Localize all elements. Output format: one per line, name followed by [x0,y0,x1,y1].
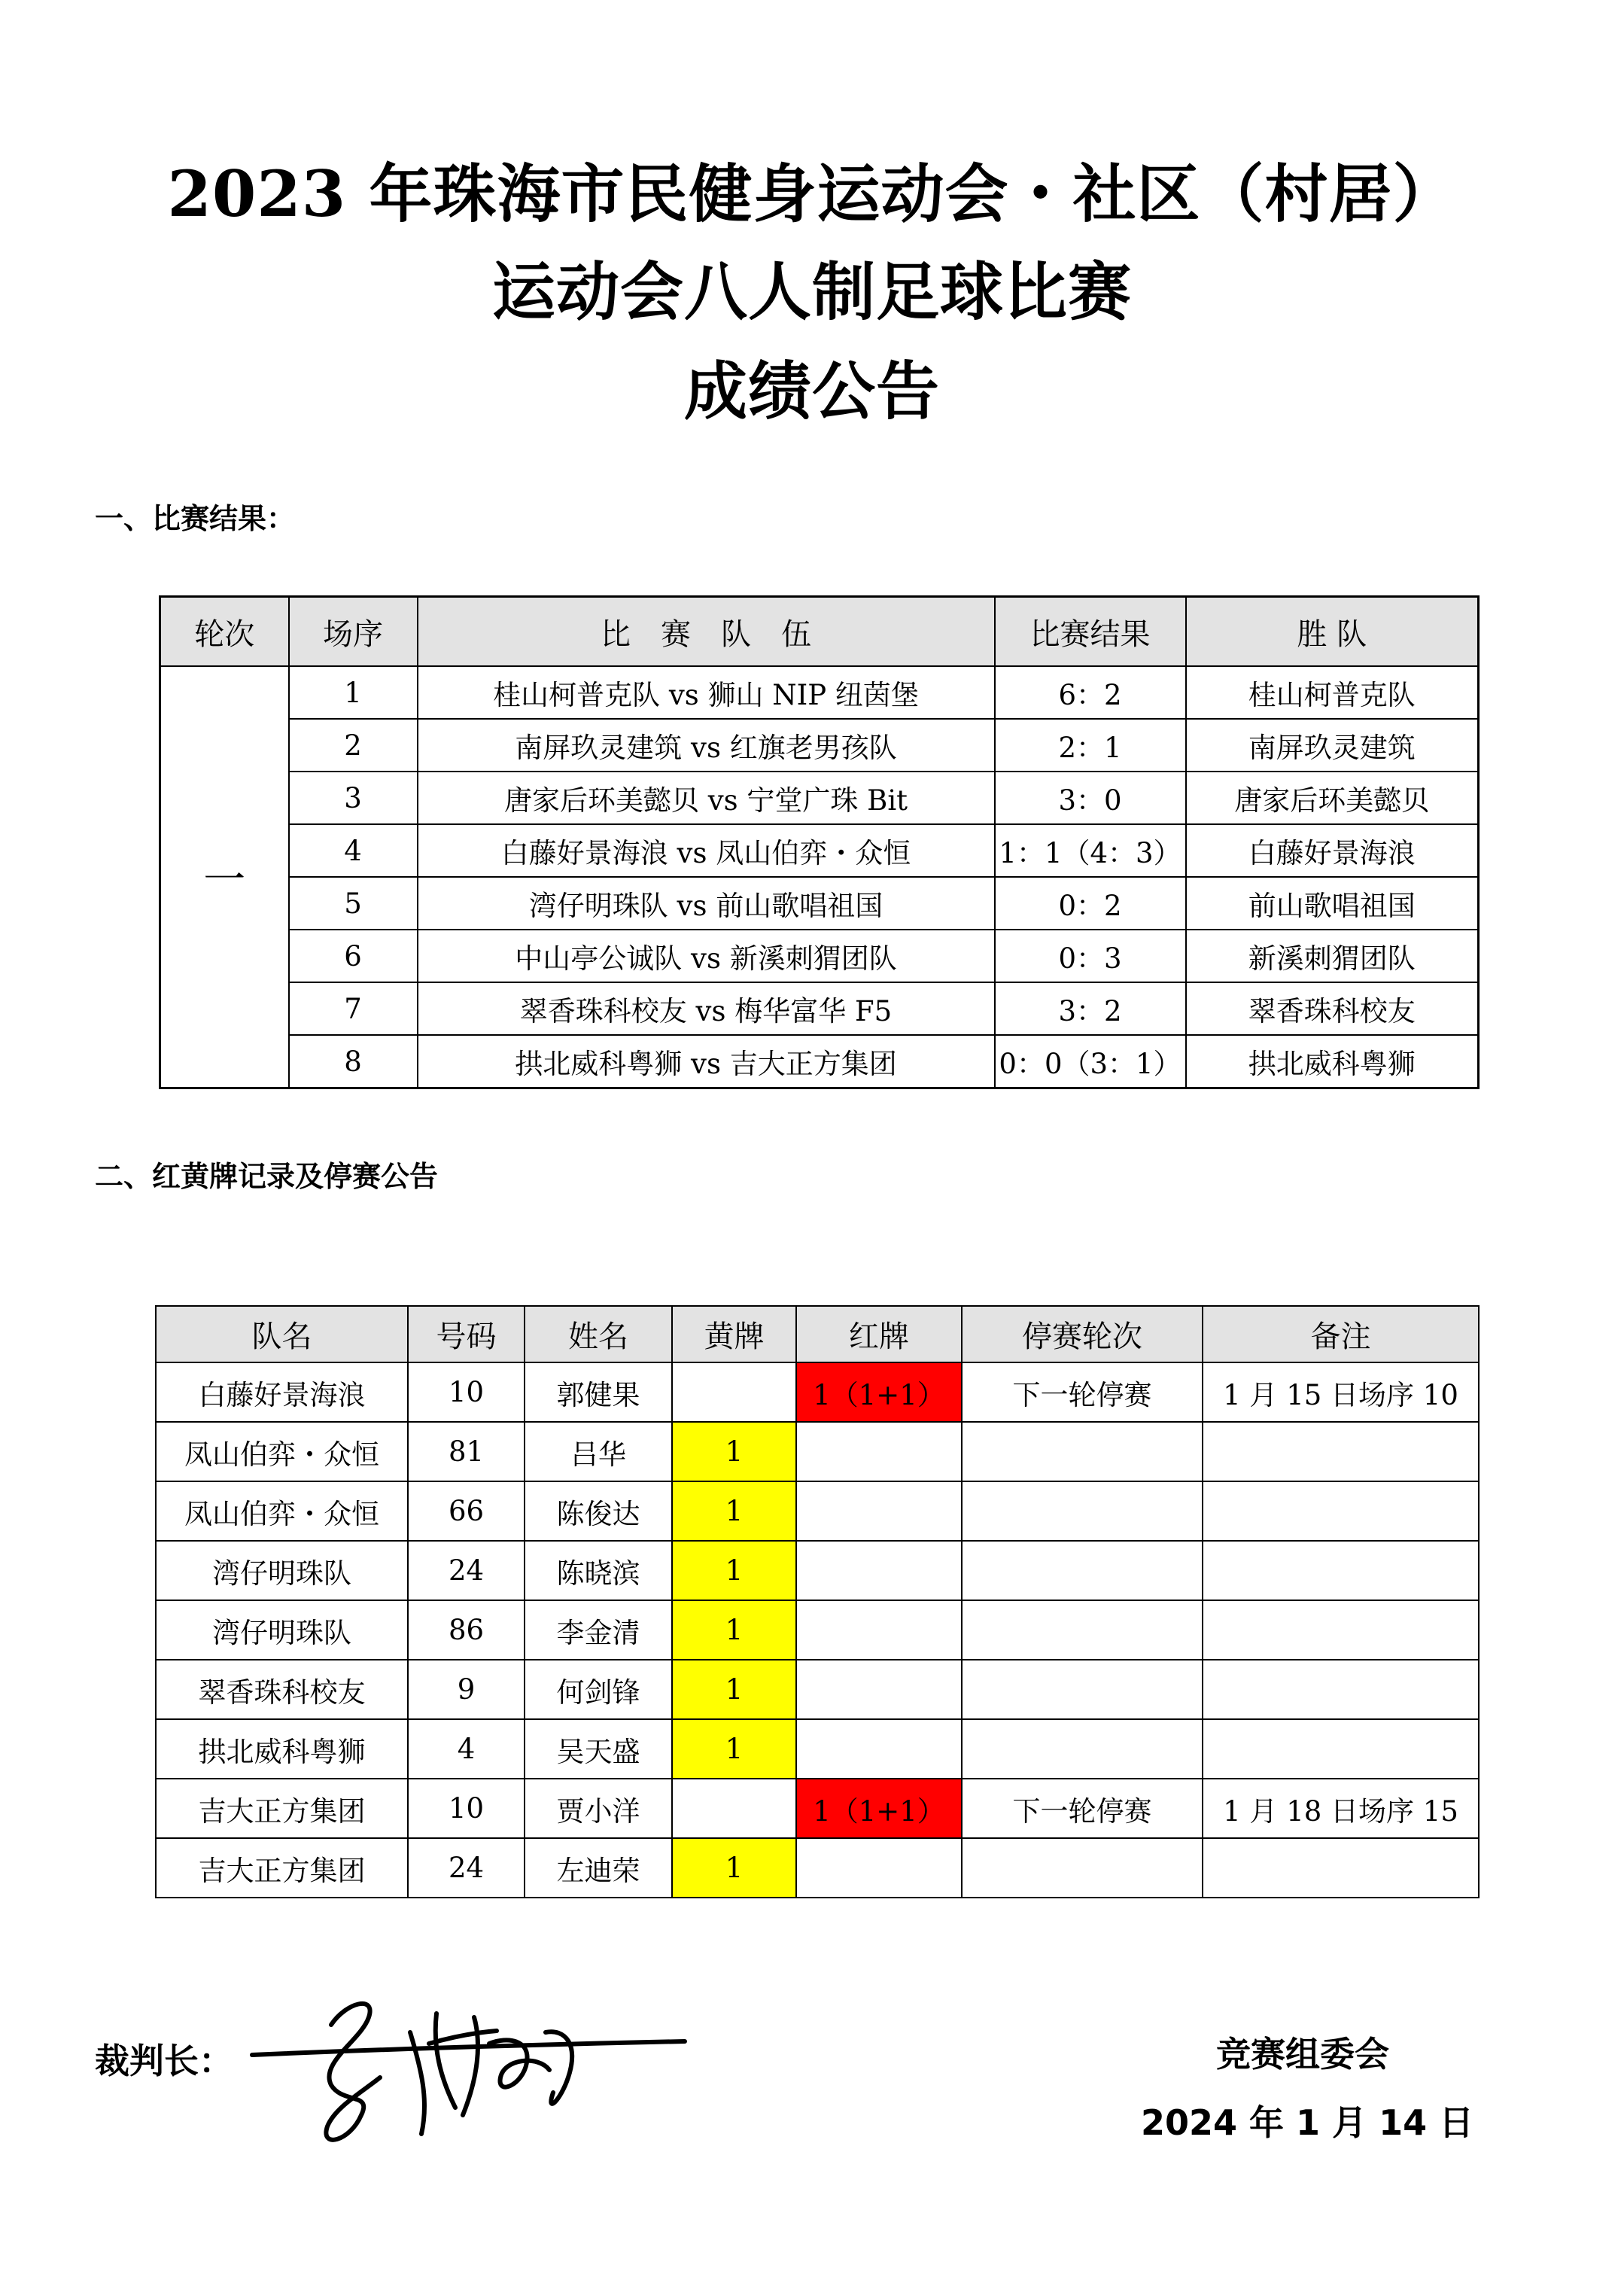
col-number: 号码 [408,1306,525,1362]
referee-label: 裁判长： [95,2041,233,2081]
player-name-cell: 郭健果 [525,1362,672,1422]
team-cell: 湾仔明珠队 [156,1541,408,1600]
seq-cell: 1 [289,666,418,719]
result-cell: 0：3 [995,930,1186,982]
winner-cell: 南屏玖灵建筑 [1186,719,1479,772]
col-suspension: 停赛轮次 [962,1306,1203,1362]
red-card-cell [796,1838,962,1898]
team-cell: 吉大正方集团 [156,1779,408,1838]
winner-cell: 前山歌唱祖国 [1186,877,1479,930]
title-line-2: 运动会八人制足球比赛 [491,254,1132,329]
team-cell: 翠香珠科校友 [156,1660,408,1719]
result-row [160,719,1479,772]
player-name-cell: 吴天盛 [525,1719,672,1779]
result-row [160,982,1479,1035]
number-cell: 4 [408,1719,525,1779]
team-cell: 湾仔明珠队 [156,1600,408,1660]
result-row [160,1035,1479,1088]
match-cell: 桂山柯普克队 vs 狮山 NIP 纽茵堡 [418,666,995,719]
col-result: 比赛结果 [995,597,1186,667]
yellow-card-cell: 1 [672,1838,796,1898]
red-card-cell [796,1541,962,1600]
organizing-committee: 竞赛组委会 [1216,2034,1389,2074]
red-card-cell [796,1481,962,1541]
issue-date: 2024 年 1 月 14 日 [1141,2102,1474,2143]
section-heading-results: 一、比赛结果： [95,502,296,535]
note-cell: 1 月 18 日场序 15 [1203,1779,1479,1838]
match-cell: 拱北威科粤狮 vs 吉大正方集团 [418,1035,995,1088]
suspension-cell: 下一轮停赛 [962,1362,1203,1422]
note-cell [1203,1541,1479,1600]
col-red: 红牌 [796,1306,962,1362]
winner-cell: 桂山柯普克队 [1186,666,1479,719]
yellow-card-cell: 1 [672,1719,796,1779]
winner-cell: 翠香珠科校友 [1186,982,1479,1035]
player-name-cell: 李金清 [525,1600,672,1660]
card-row [156,1362,1479,1422]
team-cell: 凤山伯弈・众恒 [156,1481,408,1541]
number-cell: 66 [408,1481,525,1541]
yellow-card-cell [672,1779,796,1838]
result-cell: 0：0（3：1） [995,1035,1186,1088]
number-cell: 86 [408,1600,525,1660]
results-table [159,595,1480,1089]
note-cell [1203,1719,1479,1779]
team-cell: 拱北威科粤狮 [156,1719,408,1779]
suspension-cell [962,1838,1203,1898]
match-cell: 中山亭公诚队 vs 新溪刺猬团队 [418,930,995,982]
seq-cell: 2 [289,719,418,772]
result-cell: 0：2 [995,877,1186,930]
cards-table [155,1305,1480,1898]
seq-cell: 4 [289,824,418,877]
red-card-cell [796,1600,962,1660]
suspension-cell [962,1422,1203,1481]
red-card-cell: 1（1+1） [796,1779,962,1838]
suspension-cell: 下一轮停赛 [962,1779,1203,1838]
player-name-cell: 何剑锋 [525,1660,672,1719]
col-seq: 场序 [289,597,418,667]
col-team: 队名 [156,1306,408,1362]
result-row [160,666,1479,719]
player-name-cell: 陈俊达 [525,1481,672,1541]
winner-cell: 唐家后环美懿贝 [1186,772,1479,824]
team-cell: 吉大正方集团 [156,1838,408,1898]
player-name-cell: 贾小洋 [525,1779,672,1838]
yellow-card-cell: 1 [672,1422,796,1481]
cards-header-row [156,1306,1479,1362]
result-row [160,930,1479,982]
card-row [156,1481,1479,1541]
card-row [156,1779,1479,1838]
col-round: 轮次 [160,597,289,667]
yellow-card-cell: 1 [672,1660,796,1719]
card-row [156,1838,1479,1898]
col-yellow: 黄牌 [672,1306,796,1362]
note-cell [1203,1660,1479,1719]
title-line-1: 2023 年珠海市民健身运动会・社区（村居） [167,157,1457,231]
winner-cell: 拱北威科粤狮 [1186,1035,1479,1088]
player-name-cell: 左迪荣 [525,1838,672,1898]
suspension-cell [962,1719,1203,1779]
number-cell: 24 [408,1541,525,1600]
red-card-cell: 1（1+1） [796,1362,962,1422]
suspension-cell [962,1660,1203,1719]
match-cell: 南屏玖灵建筑 vs 红旗老男孩队 [418,719,995,772]
team-cell: 白藤好景海浪 [156,1362,408,1422]
red-card-cell [796,1660,962,1719]
red-card-cell [796,1422,962,1481]
note-cell [1203,1838,1479,1898]
number-cell: 81 [408,1422,525,1481]
yellow-card-cell: 1 [672,1481,796,1541]
card-row [156,1660,1479,1719]
col-winner: 胜 队 [1186,597,1479,667]
note-cell [1203,1481,1479,1541]
referee-signature [248,1972,700,2160]
note-cell: 1 月 15 日场序 10 [1203,1362,1479,1422]
player-name-cell: 吕华 [525,1422,672,1481]
yellow-card-cell: 1 [672,1600,796,1660]
seq-cell: 8 [289,1035,418,1088]
note-cell [1203,1600,1479,1660]
results-header-row [160,597,1479,667]
winner-cell: 新溪刺猬团队 [1186,930,1479,982]
number-cell: 10 [408,1779,525,1838]
round-cell: 一 [160,666,289,1088]
team-cell: 凤山伯弈・众恒 [156,1422,408,1481]
card-row [156,1600,1479,1660]
red-card-cell [796,1719,962,1779]
winner-cell: 白藤好景海浪 [1186,824,1479,877]
card-row [156,1719,1479,1779]
result-row [160,824,1479,877]
col-note: 备注 [1203,1306,1479,1362]
suspension-cell [962,1541,1203,1600]
yellow-card-cell [672,1362,796,1422]
number-cell: 24 [408,1838,525,1898]
result-cell: 2：1 [995,719,1186,772]
result-cell: 6：2 [995,666,1186,719]
suspension-cell [962,1481,1203,1541]
section-heading-cards: 二、红黄牌记录及停赛公告 [95,1160,439,1193]
col-match: 比 赛 队 伍 [418,597,995,667]
note-cell [1203,1422,1479,1481]
seq-cell: 6 [289,930,418,982]
seq-cell: 7 [289,982,418,1035]
match-cell: 唐家后环美懿贝 vs 宁堂广珠 Bit [418,772,995,824]
number-cell: 10 [408,1362,525,1422]
result-cell: 3：0 [995,772,1186,824]
title-line-3: 成绩公告 [683,354,940,428]
seq-cell: 5 [289,877,418,930]
card-row [156,1422,1479,1481]
result-cell: 1：1（4：3） [995,824,1186,877]
result-cell: 3：2 [995,982,1186,1035]
match-cell: 翠香珠科校友 vs 梅华富华 F5 [418,982,995,1035]
match-cell: 白藤好景海浪 vs 凤山伯弈・众恒 [418,824,995,877]
suspension-cell [962,1600,1203,1660]
card-row [156,1541,1479,1600]
yellow-card-cell: 1 [672,1541,796,1600]
number-cell: 9 [408,1660,525,1719]
seq-cell: 3 [289,772,418,824]
match-cell: 湾仔明珠队 vs 前山歌唱祖国 [418,877,995,930]
col-name: 姓名 [525,1306,672,1362]
result-row [160,877,1479,930]
result-row [160,772,1479,824]
player-name-cell: 陈晓滨 [525,1541,672,1600]
